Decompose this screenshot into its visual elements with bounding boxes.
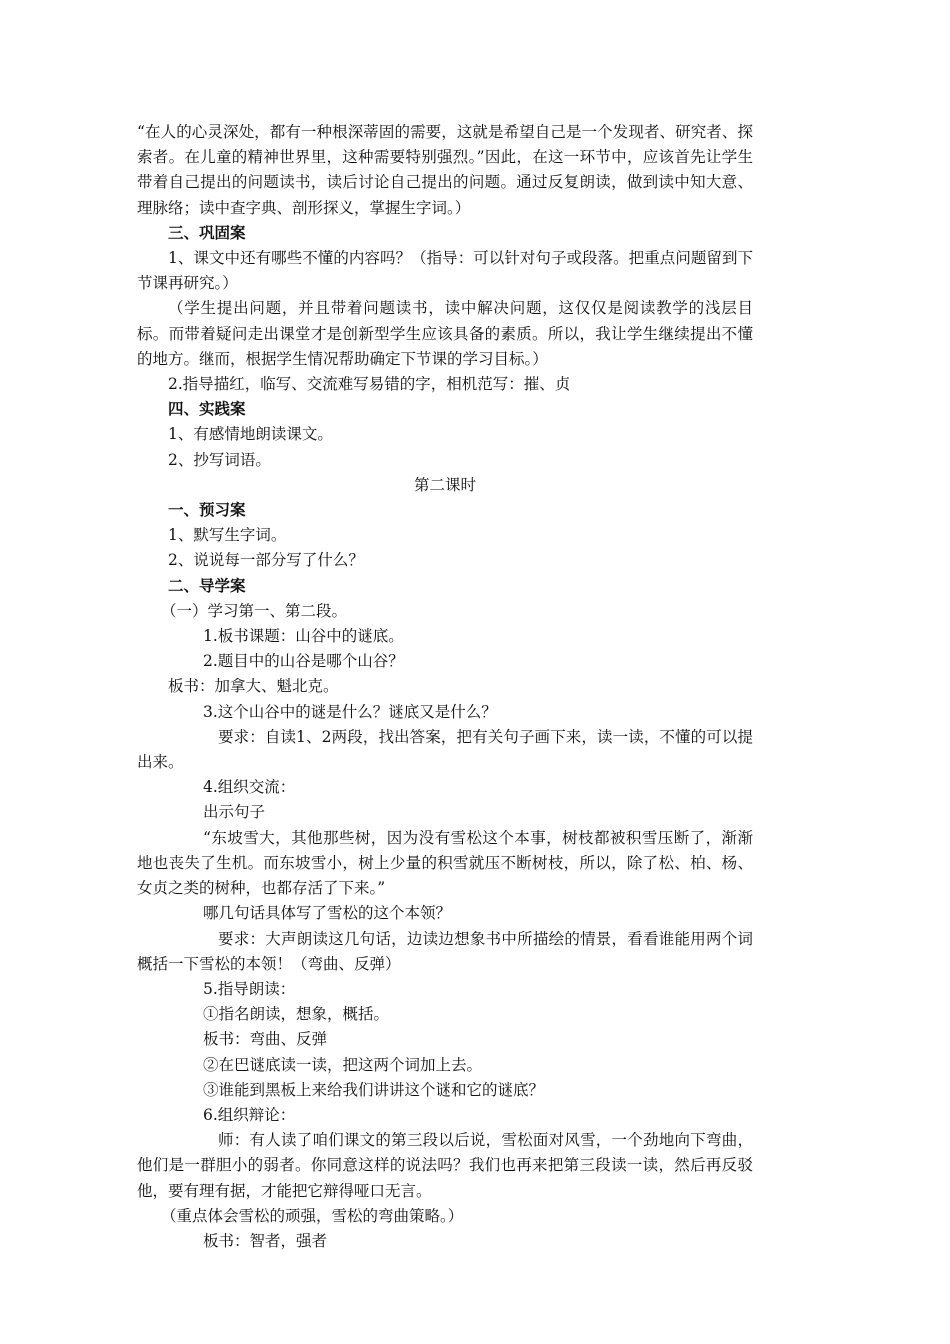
- heading-preview: 一、预习案: [168, 501, 246, 520]
- paragraph-step-5: 5.指导朗读：: [203, 979, 296, 998]
- paragraph-board-canada: 板书：加拿大、魁北克。: [168, 677, 339, 696]
- paragraph-step-4: 4.组织交流：: [203, 778, 296, 797]
- paragraph-question-ability: 哪几句话具体写了雪松的这个本领？: [203, 904, 452, 923]
- section-title-second-lesson: 第二课时: [413, 475, 476, 494]
- paragraph-preview-2: 2、说说每一部分写了什么？: [168, 551, 364, 570]
- paragraph-board-bend: 板书：弯曲、反弹: [203, 1030, 328, 1049]
- paragraph-teacher-debate: 师：有人读了咱们课文的第三段以后说，雪松面对风雪，一个劲地向下弯曲，他们是一群胆小的弱者。你同意这样的说法吗？我们也再来把第三段读一读，然后再反驳他，要有理有据，才能把它辩得哑口无言。: [137, 1131, 753, 1200]
- paragraph-quoted-sentence: “东坡雪大，其他那些树，因为没有雪松这个本事，树枝都被积雪压断了，渐渐地也丧失了生机。而东坡雪小，树上少量的积雪就压不断树枝，所以，除了松、柏、杨、女贞之类的树种，也都存活了下来。”: [137, 828, 753, 898]
- paragraph-read-3: ③谁能到黑板上来给我们讲讲这个谜和它的谜底？: [203, 1080, 545, 1099]
- paragraph-step-1: 1.板书课题：山谷中的谜底。: [203, 627, 404, 646]
- paragraph-practice-1: 1、有感情地朗读课文。: [168, 425, 333, 444]
- paragraph-read-1: ①指名朗读，想象，概括。: [203, 1005, 390, 1024]
- heading-consolidation: 三、巩固案: [168, 223, 246, 242]
- document-body: [137, 120, 753, 1254]
- paragraph-consolidation-note: （学生提出问题，并且带着问题读书，读中解决问题，这仅仅是阅读教学的浅层目标。而带着疑问走出课堂才是创新型学生应该具备的素质。所以，我让学生继续提出不懂的地方。继而，根据学生情况帮助确定下节课的学习目标。）: [137, 299, 753, 368]
- paragraph-show-sentence: 出示句子: [203, 803, 266, 822]
- heading-guided-study: 二、导学案: [168, 576, 246, 595]
- paragraph-consolidation-1: 1、课文中还有哪些不懂的内容吗？（指导：可以针对句子或段落。把重点问题留到下节课再研究。）: [137, 249, 753, 293]
- paragraph-study-section-1: （一）学习第一、第二段。: [161, 601, 348, 620]
- paragraph-consolidation-2: 2.指导描红，临写、交流难写易错的字，相机范写：摧、贞: [168, 375, 571, 394]
- paragraph-read-2: ②在巴谜底读一读，把这两个词加上去。: [203, 1055, 483, 1074]
- paragraph-step-3: 3.这个山谷中的谜是什么？谜底又是什么？: [203, 702, 497, 721]
- heading-practice: 四、实践案: [168, 400, 246, 419]
- paragraph-debate-note: （重点体会雪松的顽强，雪松的弯曲策略。）: [161, 1206, 464, 1225]
- paragraph-step-2: 2.题目中的山谷是哪个山谷？: [203, 652, 404, 671]
- paragraph-requirement-2: 要求：大声朗读这几句话，边读边想象书中所描绘的情景，看看谁能用两个词概括一下雪松的本领！（弯曲、反弹）: [137, 929, 753, 973]
- paragraph-board-wise: 板书：智者，强者: [203, 1231, 328, 1250]
- paragraph-practice-2: 2、抄写词语。: [168, 450, 271, 469]
- paragraph-quote-intro: “在人的心灵深处，都有一种根深蒂固的需要，这就是希望自己是一个发现者、研究者、探索者。在儿童的精神世界里，这种需要特别强烈。”因此，在这一环节中，应该首先让学生带着自己提出的问题读书，读后讨论自己提出的问题。通过反复朗读，做到读中知大意、理脉络；读中查字典、剖形探义，掌握生字词。）: [137, 123, 753, 217]
- paragraph-step-6: 6.组织辩论：: [203, 1105, 296, 1124]
- paragraph-preview-1: 1、默写生字词。: [168, 526, 287, 545]
- paragraph-requirement-1: 要求：自读1、2两段，找出答案，把有关句子画下来，读一读，不懂的可以提出来。: [137, 727, 753, 772]
